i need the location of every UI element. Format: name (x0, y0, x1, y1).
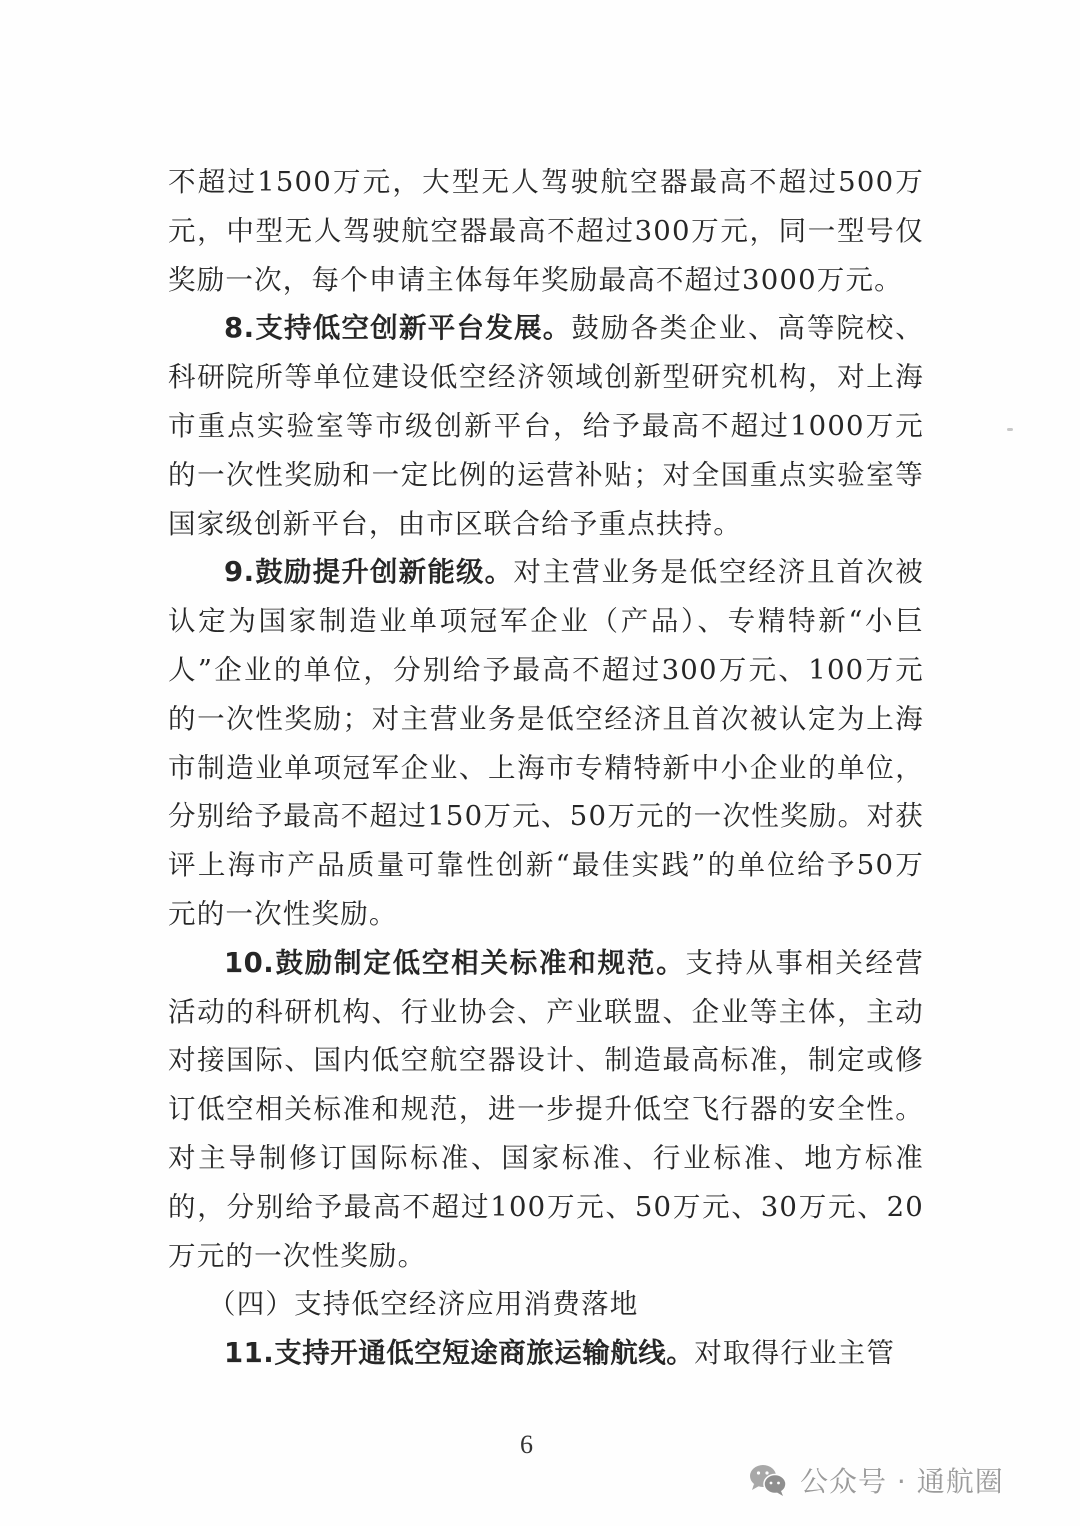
paragraph-continuation (168, 158, 924, 304)
item-heading: 9.鼓励提升创新能级。 (224, 556, 514, 589)
scan-speck (1007, 428, 1013, 431)
paragraph-item-8 (168, 304, 924, 548)
paragraph-item-11 (168, 1329, 924, 1378)
paragraph-text: 鼓励各类企业、高等院校、科研院所等单位建设低空经济领域创新型研究机构，对上海市重点实验室等市级创新平台，给予最高不超过1000万元的一次性奖励和一定比例的运营补贴；对全国重点实验室等国家级创新平台，由市区联合给予重点扶持。 (168, 312, 924, 540)
paragraph-item-10 (168, 939, 924, 1281)
item-heading: 8.支持低空创新平台发展。 (224, 312, 572, 345)
watermark (748, 1460, 1004, 1500)
paragraph-text: 支持从事相关经营活动的科研机构、行业协会、产业联盟、企业等主体，主动对接国际、国内低空航空器设计、制造最高标准，制定或修订低空相关标准和规范，进一步提升低空飞行器的安全性。对主导制修订国际标准、国家标准、行业标准、地方标准的，分别给予最高不超过100万元、50万元、30万元、20万元的一次性奖励。 (168, 946, 925, 1272)
watermark-text: 公众号 · 通航圈 (800, 1465, 1004, 1498)
section-heading: （四）支持低空经济应用消费落地 (208, 1288, 639, 1321)
paragraph-text: 对主营业务是低空经济且首次被认定为国家制造业单项冠军企业（产品）、专精特新“小巨人”企业的单位，分别给予最高不超过300万元、100万元的一次性奖励；对主营业务是低空经济且首次被认定为上海市制造业单项冠军企业、上海市专精特新中小企业的单位，分别给予最高不超过150万元、50万元的一次性奖励。对获评上海市产品质量可靠性创新“最佳实践”的单位给予50万元的一次性奖励。 (168, 556, 924, 930)
item-heading: 10.鼓励制定低空相关标准和规范。 (224, 946, 686, 979)
paragraph-text: 不超过1500万元，大型无人驾驶航空器最高不超过500万元，中型无人驾驶航空器最高不超过300万元，同一型号仅奖励一次，每个申请主体每年奖励最高不超过3000万元。 (168, 166, 924, 296)
page-number: 6 (520, 1430, 533, 1459)
document-body (168, 158, 924, 1378)
wechat-icon (748, 1463, 788, 1497)
item-heading: 11.支持开通低空短途商旅运输航线。 (224, 1337, 695, 1370)
paragraph-text: 对取得行业主管 (694, 1337, 896, 1370)
paragraph-item-9 (168, 548, 924, 938)
